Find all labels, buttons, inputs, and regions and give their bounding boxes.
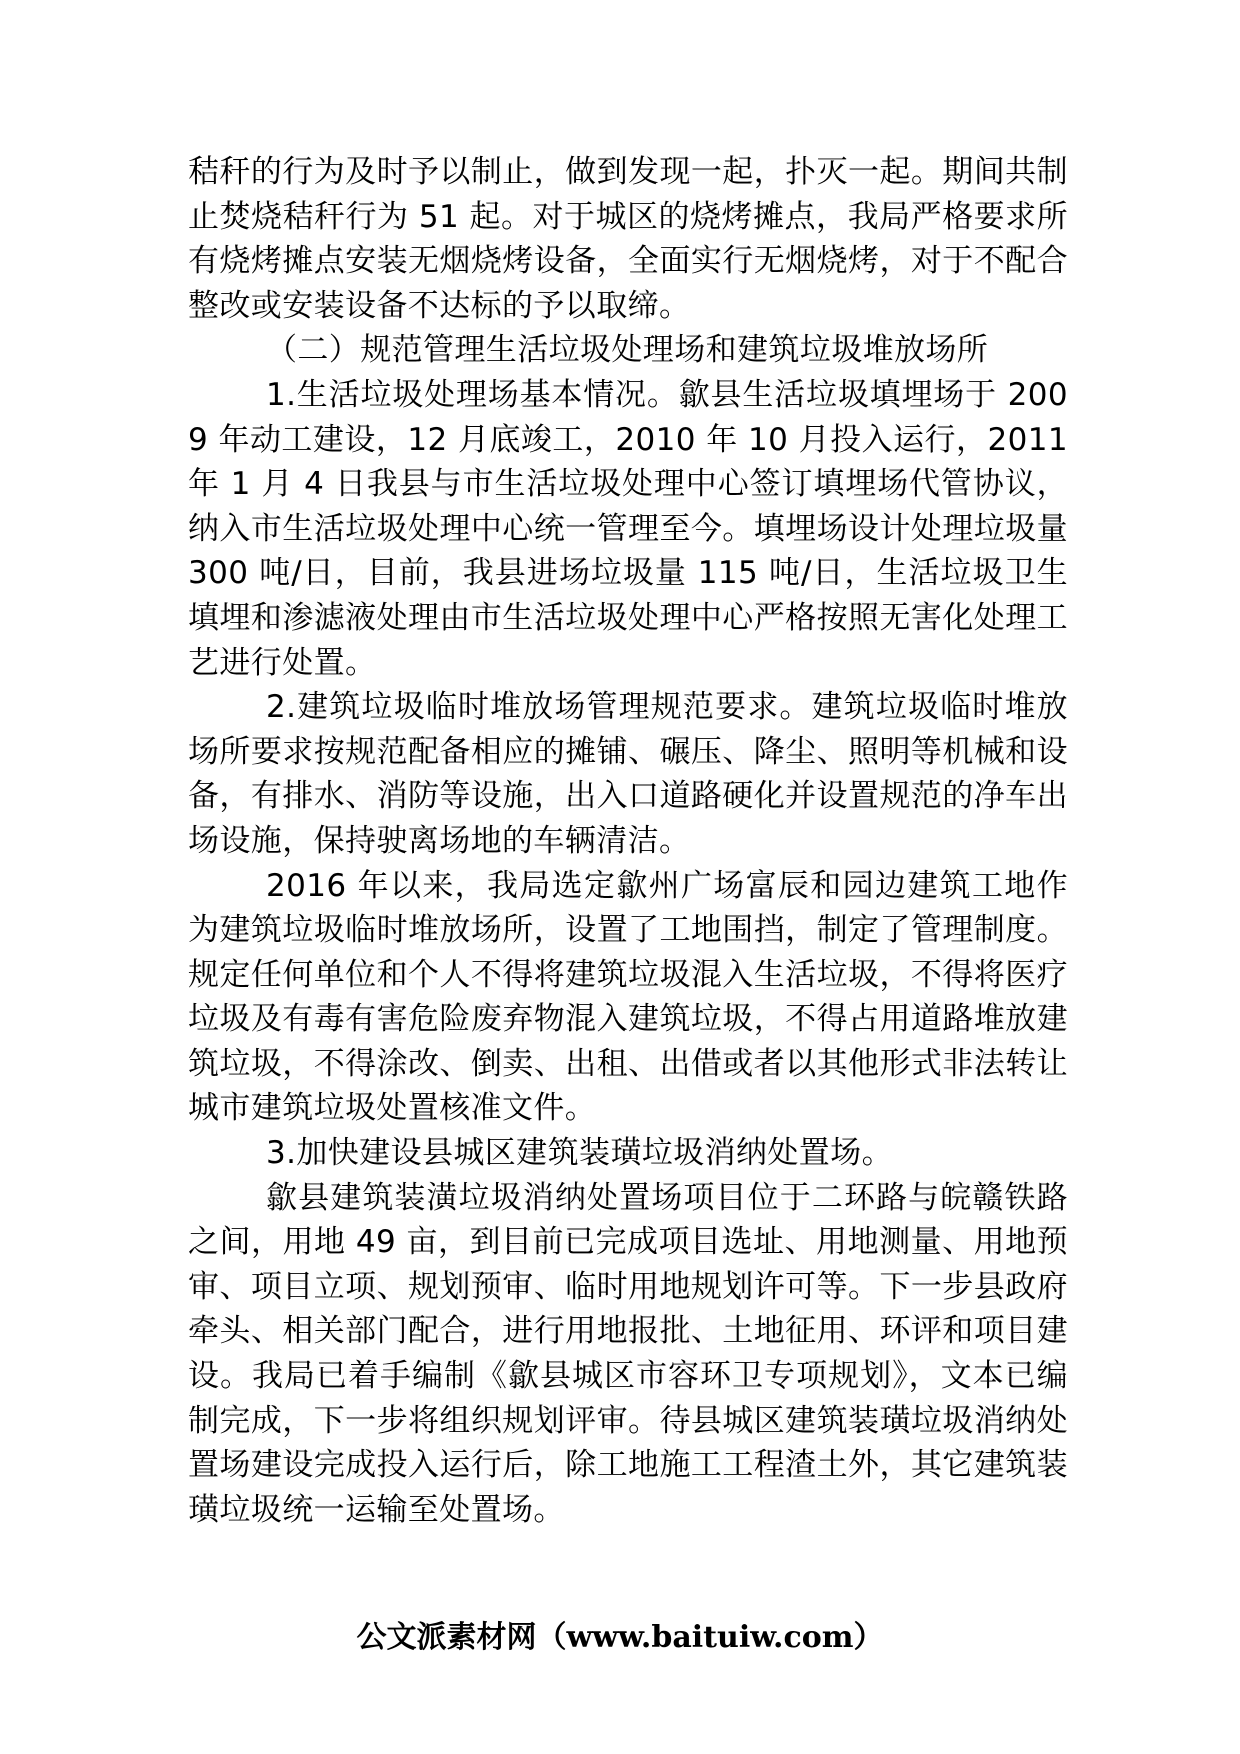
footer-watermark: 公文派素材网（www.baituiw.com）: [356, 1620, 884, 1655]
paragraph-straw-burning: 秸秆的行为及时予以制止，做到发现一起，扑灭一起。期间共制止焚烧秸秆行为 51 起。对于城区的烧烤摊点，我局严格要求所有烧烤摊点安装无烟烧烤设备，全面实行无烟烧烤，对于不配合整改或安装设备不达标的予以取缔。: [188, 154, 1068, 324]
subheading-disposal-site: 3.加快建设县城区建筑装璜垃圾消纳处置场。: [266, 1135, 893, 1172]
document-body: [188, 150, 1068, 1532]
paragraph-construction-waste-requirements: 2.建筑垃圾临时堆放场管理规范要求。建筑垃圾临时堆放场所要求按规范配备相应的摊铺、碾压、降尘、照明等机械和设备，有排水、消防等设施，出入口道路硬化并设置规范的净车出场设施，保持驶离场地的车辆清洁。: [188, 689, 1068, 859]
paragraph-temporary-site-2016: 2016 年以来，我局选定歙州广场富辰和园边建筑工地作为建筑垃圾临时堆放场所，设置了工地围挡，制定了管理制度。规定任何单位和个人不得将建筑垃圾混入生活垃圾，不得将医疗垃圾及有毒有害危险废弃物混入建筑垃圾，不得占用道路堆放建筑垃圾，不得涂改、倒卖、出租、出借或者以其他形式非法转让城市建筑垃圾处置核准文件。: [188, 867, 1068, 1127]
paragraph-disposal-site-project: 歙县建筑装潢垃圾消纳处置场项目位于二环路与皖赣铁路之间，用地 49 亩，到目前已完成项目选址、用地测量、用地预审、项目立项、规划预审、临时用地规划许可等。下一步县政府牵头、相关部门配合，进行用地报批、土地征用、环评和项目建设。我局已着手编制《歙县城区市容环卫专项规划》，文本已编制完成，下一步将组织规划评审。待县城区建筑装璜垃圾消纳处置场建设完成投入运行后，除工地施工工程渣土外，其它建筑装璜垃圾统一运输至处置场。: [188, 1179, 1068, 1528]
section-heading-garbage-sites: （二）规范管理生活垃圾处理场和建筑垃圾堆放场所: [266, 332, 989, 369]
paragraph-landfill-overview: 1.生活垃圾处理场基本情况。歙县生活垃圾填埋场于 2009 年动工建设，12 月底竣工，2010 年 10 月投入运行，2011 年 1 月 4 日我县与市生活垃圾处理中心签订填埋场代管协议，纳入市生活垃圾处理中心统一管理至今。填埋场设计处理垃圾量 300 吨/日，目前，我县进场垃圾量 115 吨/日，生活垃圾卫生填埋和渗滤液处理由市生活垃圾处理中心严格按照无害化处理工艺进行处置。: [188, 376, 1068, 681]
